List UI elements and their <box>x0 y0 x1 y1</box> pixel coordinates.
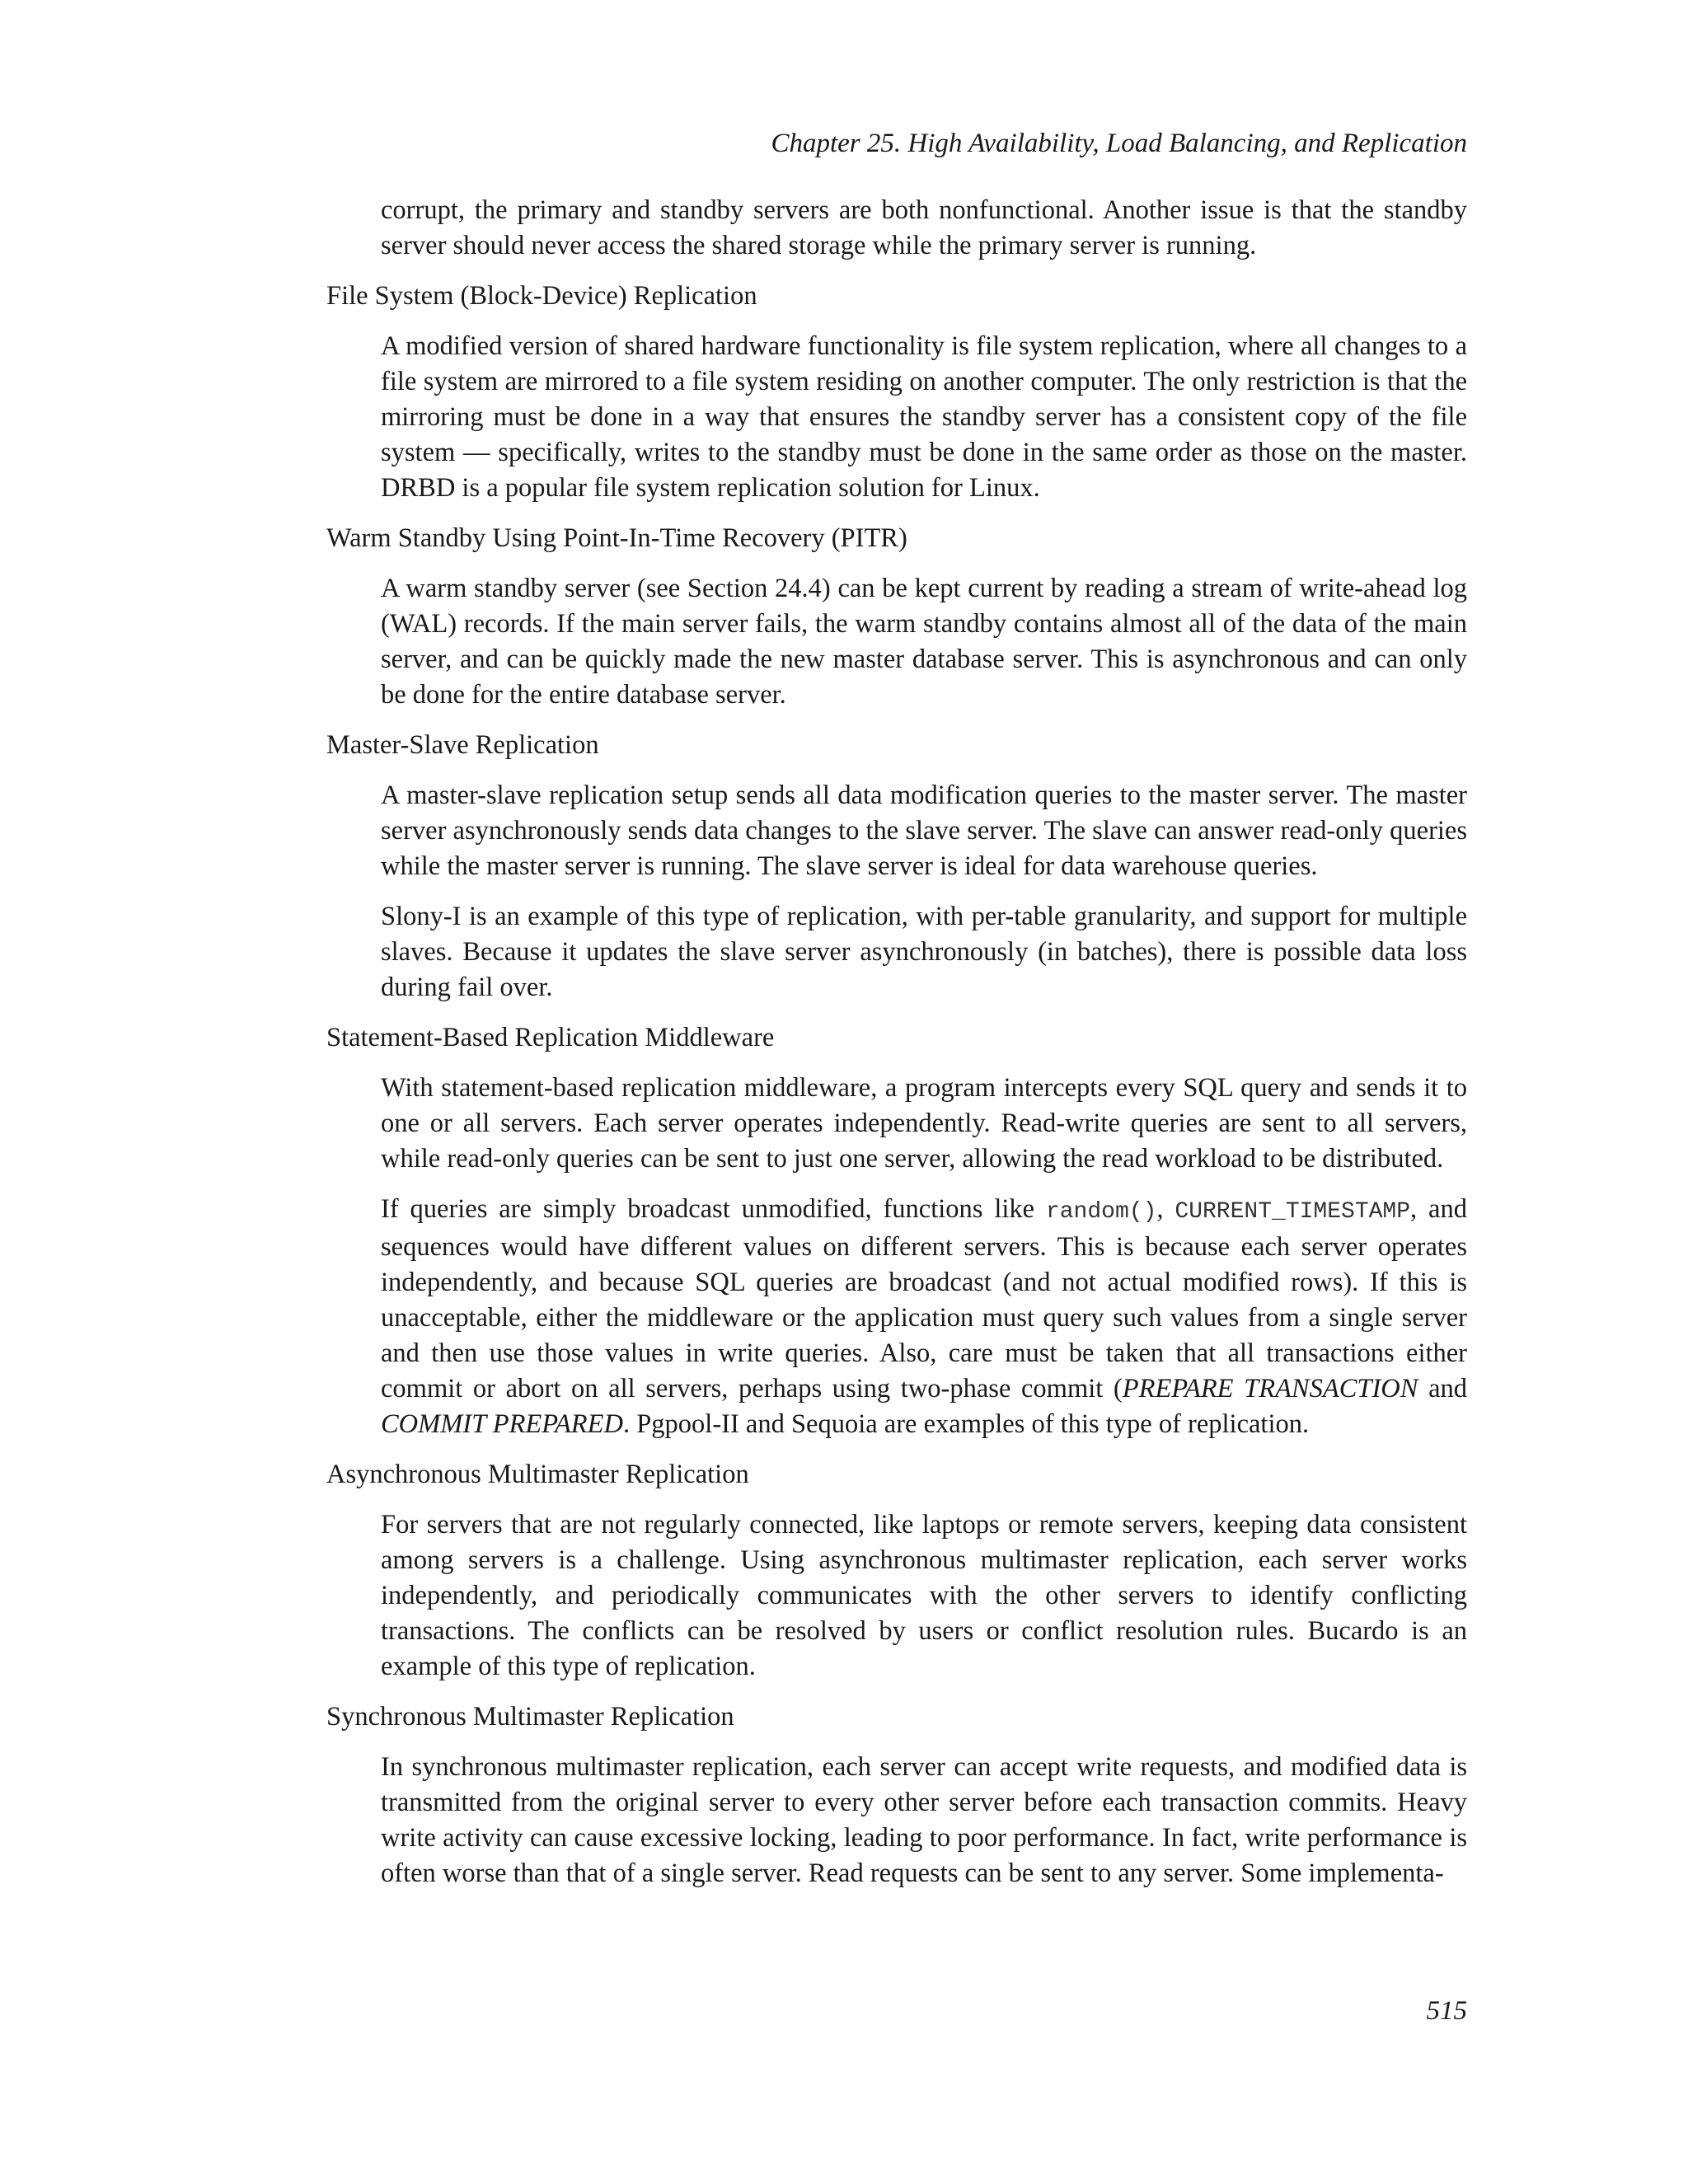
sync-multimaster-paragraph: In synchronous multimaster replication, each server can accept write requests, and modified data is transmitted from the original server to every other server before each transaction commits. Heavy write activity can cause excessive locking, leading to poor performance. In fact, write performance is often worse than that of a single server. Read requests can be sent to any server. Some implementa- <box>381 1752 1467 1888</box>
warm-standby-paragraph: A warm standby server (see Section 24.4) can be kept current by reading a stream of write-ahead log (WAL) records. If the main server fails, the warm standby contains almost all of the data of the main server, and can be quickly made the new master database server. This is asynchronous and can only be done for the entire database server. <box>381 574 1467 710</box>
page-number: 515 <box>1426 1996 1467 2026</box>
term-warm-standby: Warm Standby Using Point-In-Time Recovery (PITR) <box>326 523 907 553</box>
statement-text-e: . Pgpool-II and Sequoia are examples of this type of replication. <box>622 1409 1310 1439</box>
statement-text-d: and <box>1418 1374 1467 1404</box>
term-file-system-replication: File System (Block-Device) Replication <box>326 281 757 311</box>
term-sync-multimaster-replication: Synchronous Multimaster Replication <box>326 1702 734 1732</box>
term-master-slave-replication: Master-Slave Replication <box>326 730 599 760</box>
running-header: Chapter 25. High Availability, Load Balancing, and Replication <box>771 129 1467 158</box>
master-slave-paragraph-2: Slony-I is an example of this type of replication, with per-table granularity, and support for multiple slaves. Because it updates the slave server asynchronously (in batches), there is possible data loss during fail over. <box>381 902 1467 1002</box>
emphasis-prepare-transaction: PREPARE TRANSACTION <box>1122 1374 1418 1404</box>
master-slave-paragraph-1: A master-slave replication setup sends all data modification queries to the master server. The master server asynchronously sends data changes to the slave server. The slave can answer read-only queries while the master server is running. The slave server is ideal for data warehouse queries. <box>381 780 1467 881</box>
term-statement-based-replication: Statement-Based Replication Middleware <box>326 1023 775 1052</box>
statement-based-paragraph-1: With statement-based replication middleware, a program intercepts every SQL query and sends it to one or all servers. Each server operates independently. Read-write queries are sent to all servers, while read-only queries can be sent to just one server, allowing the read workload to be distributed. <box>381 1073 1467 1174</box>
statement-text-c: , and sequences would have different values on different servers. This is because each server operates independently, and because SQL queries are broadcast (and not actual modified rows). If this is unacceptable, either the middleware or the application must query such values from a single server and then use those values in write queries. Also, care must be taken that all transactions either commit or abort on all servers, perhaps using two-phase commit ( <box>381 1194 1467 1404</box>
code-random: random() <box>1045 1199 1157 1225</box>
intro-paragraph: corrupt, the primary and standby servers are both nonfunctional. Another issue is that the standby server should never access the shared storage while the primary server is running. <box>381 195 1467 260</box>
emphasis-commit-prepared: COMMIT PREPARED <box>381 1409 623 1439</box>
code-current-timestamp: CURRENT_TIMESTAMP <box>1175 1199 1411 1225</box>
statement-text-b: , <box>1156 1194 1175 1224</box>
statement-text-a: If queries are simply broadcast unmodified, functions like <box>381 1194 1046 1224</box>
async-multimaster-paragraph: For servers that are not regularly connected, like laptops or remote servers, keeping data consistent among servers is a challenge. Using asynchronous multimaster replication, each server works independently, and periodically communicates with the other servers to identify conflicting transactions. The conflicts can be resolved by users or conflict resolution rules. Bucardo is an example of this type of replication. <box>381 1510 1467 1681</box>
page-body <box>326 193 1467 1906</box>
statement-based-paragraph-2 <box>381 1192 1467 1442</box>
term-async-multimaster-replication: Asynchronous Multimaster Replication <box>326 1460 749 1489</box>
file-system-replication-paragraph: A modified version of shared hardware functionality is file system replication, where all changes to a file system are mirrored to a file system residing on another computer. The only restriction is that the mirroring must be done in a way that ensures the standby server has a consistent copy of the file system — specifically, writes to the standby must be done in the same order as those on the master. DRBD is a popular file system replication solution for Linux. <box>381 331 1467 503</box>
